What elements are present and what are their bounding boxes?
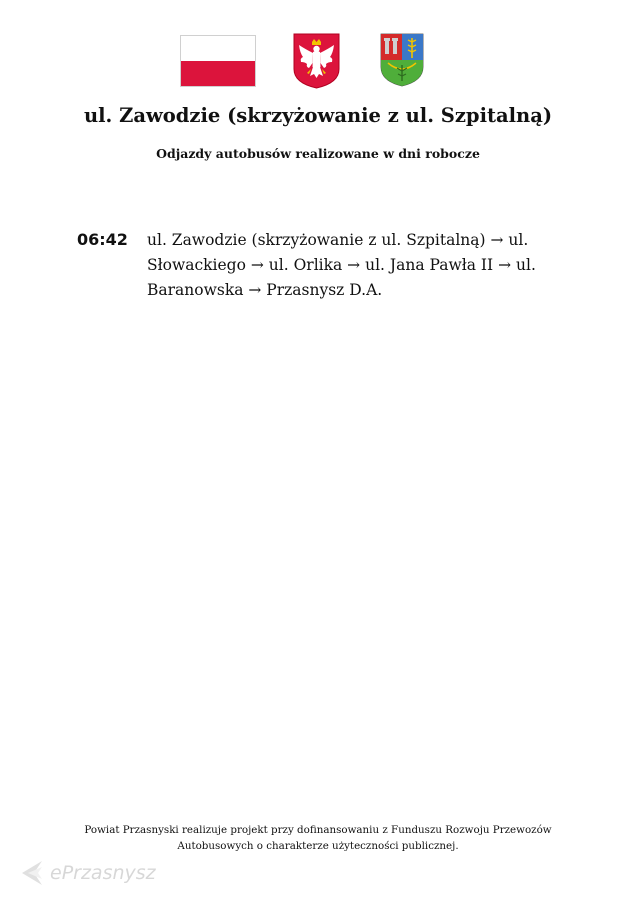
emblems-row xyxy=(0,33,636,89)
polish-eagle-icon xyxy=(293,33,340,89)
footer-line-1: Powiat Przasnyski realizuje projekt przy dofinansowaniu z Funduszu Rozwoju Przewozów xyxy=(84,824,552,836)
polish-flag-icon xyxy=(180,35,256,87)
funding-footer xyxy=(0,822,636,854)
watermark-text: ePrzasnysz xyxy=(50,862,156,884)
footer-line-2: Autobusowych o charakterze użyteczności publicznej. xyxy=(177,840,459,852)
page-title: ul. Zawodzie (skrzyżowanie z ul. Szpitalną) xyxy=(83,104,553,127)
departure-time: 06:42 xyxy=(77,230,128,249)
eprzasnysz-watermark-logo xyxy=(20,855,160,887)
departure-route: ul. Zawodzie (skrzyżowanie z ul. Szpitalną) → ul. Słowackiego → ul. Orlika → ul. Jana Pawła II → ul. Baranowska → Przasnysz D.A. xyxy=(147,231,536,299)
county-coat-of-arms-icon xyxy=(380,33,424,87)
page-subtitle: Odjazdy autobusów realizowane w dni robocze xyxy=(156,146,480,161)
